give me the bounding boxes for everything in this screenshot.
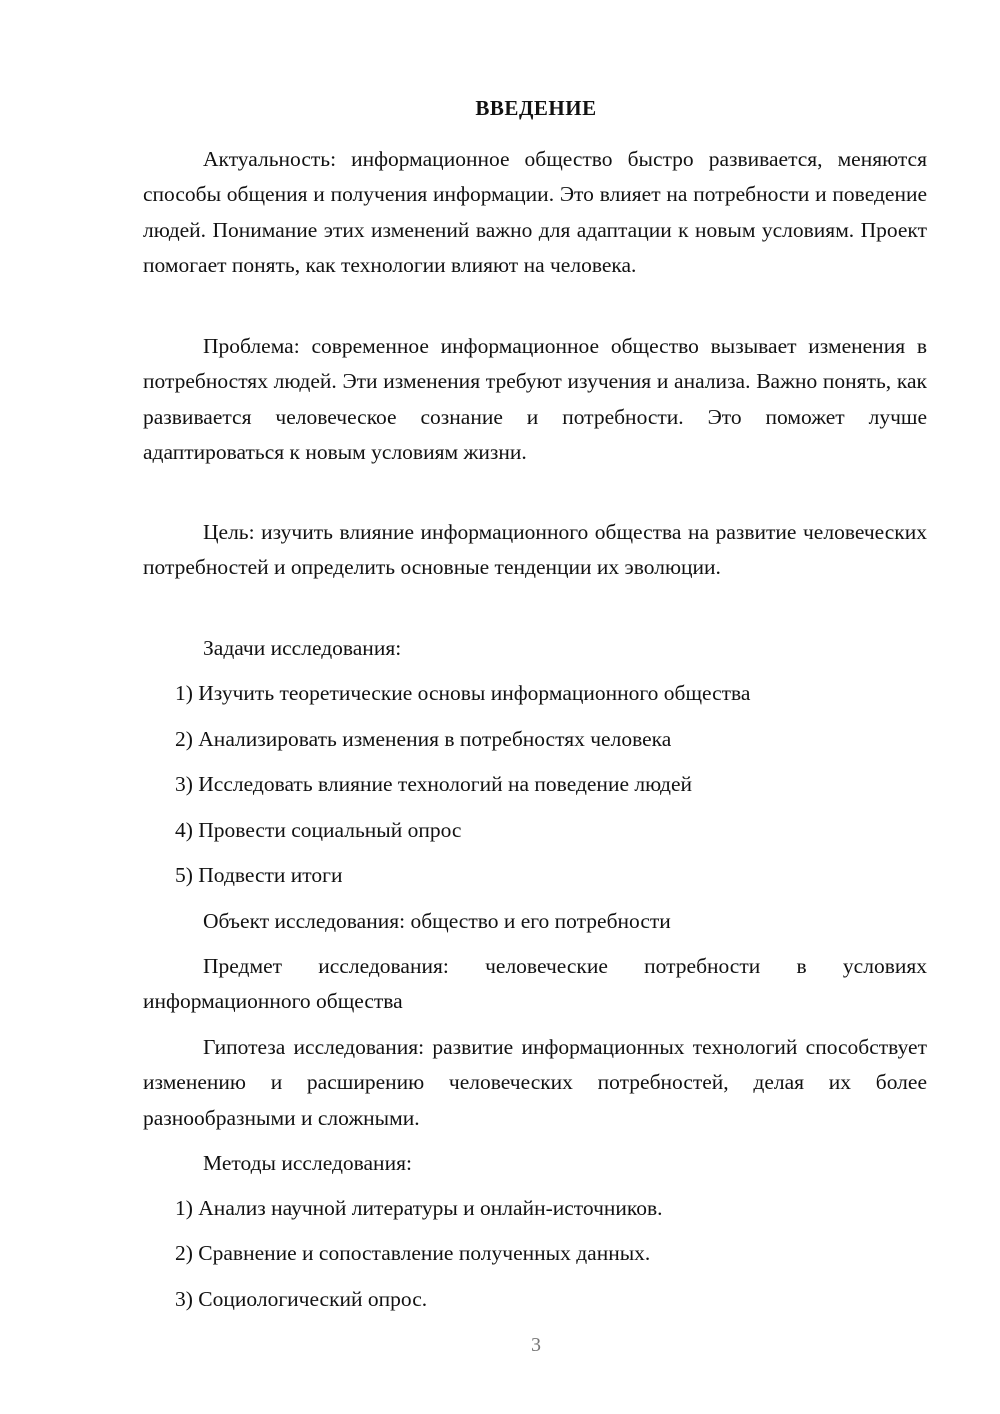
task-item-3: 3) Исследовать влияние технологий на поведение людей — [175, 772, 693, 796]
problem-paragraph: Проблема: современное информационное общество вызывает изменения в потребностях людей. Эти изменения требуют изучения и анализа. Важно понять, как развивается человеческое сознание и потребности. Это поможет лучше адаптироваться к новым условиям жизни. — [143, 334, 927, 464]
task-item-4: 4) Провести социальный опрос — [175, 818, 462, 842]
task-item-5: 5) Подвести итоги — [175, 863, 343, 887]
method-item-1: 1) Анализ научной литературы и онлайн-источников. — [175, 1196, 663, 1220]
relevance-paragraph: Актуальность: информационное общество быстро развивается, меняются способы общения и получения информации. Это влияет на потребности и поведение людей. Понимание этих изменений важно для адаптации к новым условиям. Проект помогает понять, как технологии влияют на человека. — [143, 147, 927, 277]
page-title: ВВЕДЕНИЕ — [475, 96, 597, 120]
method-item-2: 2) Сравнение и сопоставление полученных данных. — [175, 1241, 651, 1265]
page-number: 3 — [531, 1334, 541, 1356]
task-item-2: 2) Анализировать изменения в потребностях человека — [175, 727, 672, 751]
method-item-3: 3) Социологический опрос. — [175, 1287, 428, 1311]
tasks-heading: Задачи исследования: — [203, 636, 402, 660]
hypothesis-paragraph: Гипотеза исследования: развитие информационных технологий способствует изменению и расширению человеческих потребностей, делая их более разнообразными и сложными. — [143, 1035, 927, 1130]
goal-paragraph: Цель: изучить влияние информационного общества на развитие человеческих потребностей и определить основные тенденции их эволюции. — [143, 520, 927, 580]
subject-paragraph: Предмет исследования: человеческие потребности в условиях информационного общества — [143, 954, 927, 1014]
task-item-1: 1) Изучить теоретические основы информационного общества — [175, 681, 751, 705]
methods-heading: Методы исследования: — [203, 1151, 412, 1175]
object-line: Объект исследования: общество и его потребности — [203, 909, 671, 933]
